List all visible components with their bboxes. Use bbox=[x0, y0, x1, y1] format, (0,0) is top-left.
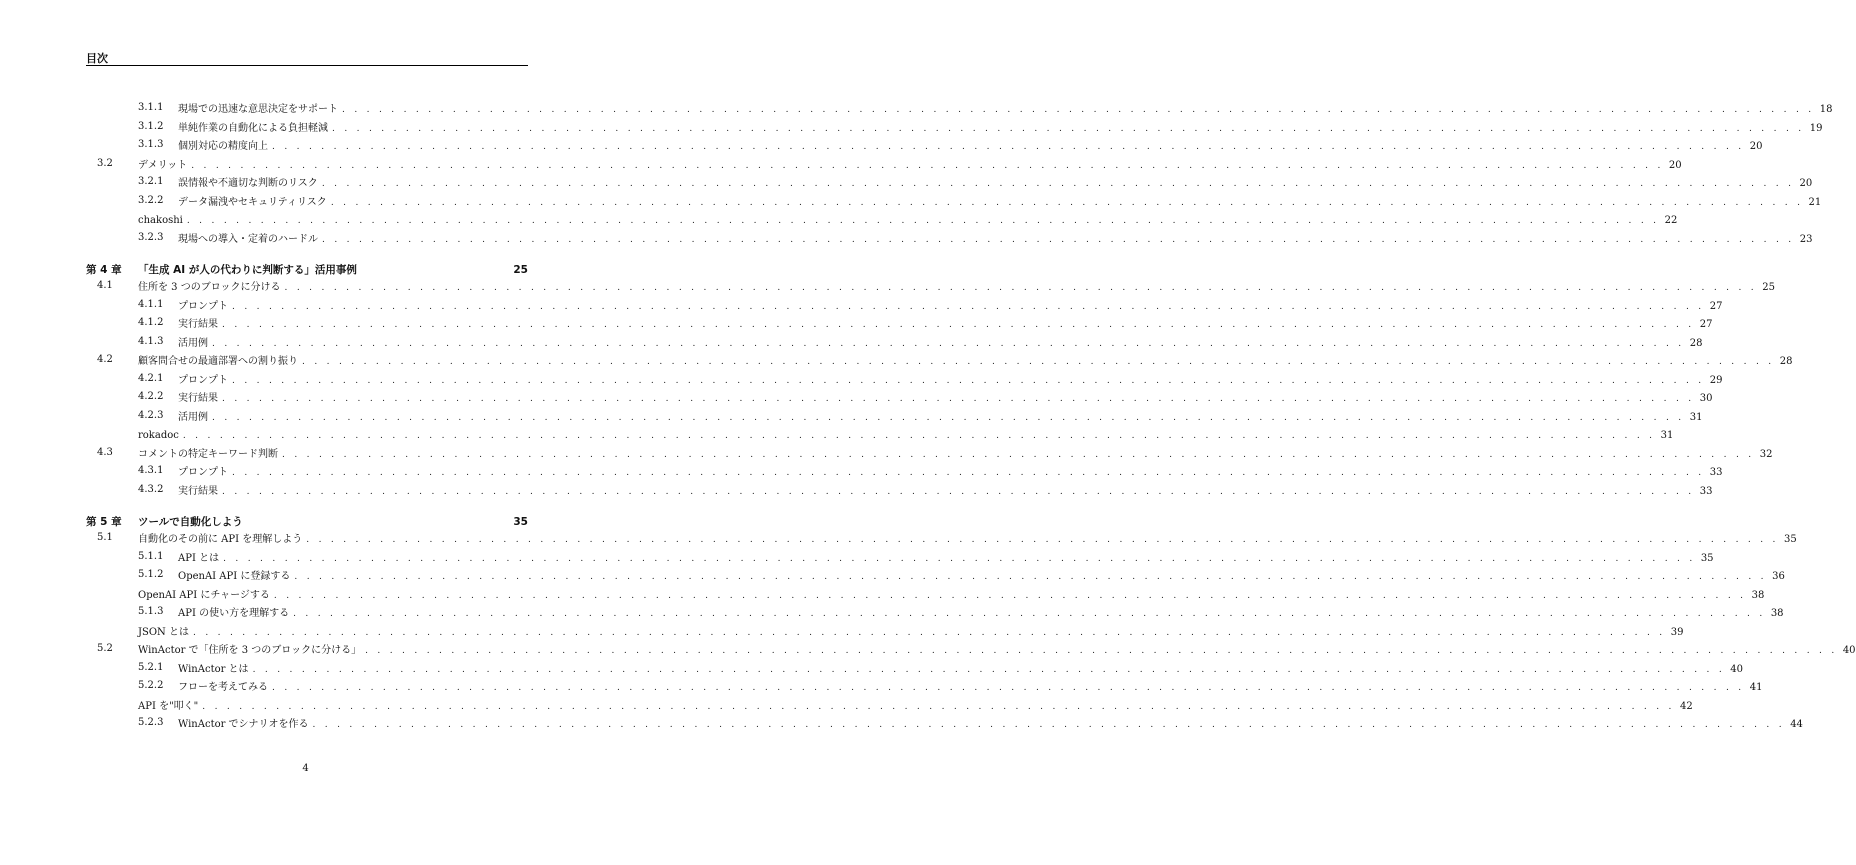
toc-section-number: 4.2.2 bbox=[138, 391, 164, 402]
toc-page-number: 31 bbox=[1689, 412, 1703, 423]
dot-leader: . . . . . . . . . . . . . . . . . . . . . . . . . . . . . . . . . . . . . . . . . . . . . . . . . . . . . . . . . . . . . . . . . . . . . . . . . . . . . . . . . . . . . . . . . . . . . . . . . . . . . . . . . . . . . . . . . . . . . . . . bbox=[191, 161, 1664, 171]
dot-leader: . . . . . . . . . . . . . . . . . . . . . . . . . . . . . . . . . . . . . . . . . . . . . . . . . . . . . . . . . . . . . . . . . . . . . . . . . . . . . . . . . . . . . . . . . . . . . . . . . . . . . . . . . . . . . . . . . . . . . . . . bbox=[282, 450, 1755, 460]
toc-entry[interactable] bbox=[86, 445, 1773, 461]
dot-leader: . . . . . . . . . . . . . . . . . . . . . . . . . . . . . . . . . . . . . . . . . . . . . . . . . . . . . . . . . . . . . . . . . . . . . . . . . . . . . . . . . . . . . . . . . . . . . . . . . . . . . . . . . . . . . . . . . . . . . . . . bbox=[232, 468, 1705, 478]
dot-leader: . . . . . . . . . . . . . . . . . . . . . . . . . . . . . . . . . . . . . . . . . . . . . . . . . . . . . . . . . . . . . . . . . . . . . . . . . . . . . . . . . . . . . . . . . . . . . . . . . . . . . . . . . . . . . . . . . . . . . . . . bbox=[222, 394, 1695, 404]
dot-leader: . . . . . . . . . . . . . . . . . . . . . . . . . . . . . . . . . . . . . . . . . . . . . . . . . . . . . . . . . . . . . . . . . . . . . . . . . . . . . . . . . . . . . . . . . . . . . . . . . . . . . . . . . . . . . . . . . . . . . . . . bbox=[222, 487, 1695, 497]
toc-section-title: rokadoc bbox=[138, 430, 179, 441]
toc-section-title: 誤情報や不適切な判断のリスク bbox=[178, 178, 318, 189]
toc-page-number: 29 bbox=[1709, 375, 1723, 386]
toc-entry[interactable] bbox=[86, 715, 1803, 731]
toc-entry[interactable] bbox=[86, 586, 1765, 602]
toc-section-number: 5.2.1 bbox=[138, 662, 164, 673]
toc-section-number: 4.3.2 bbox=[138, 484, 164, 495]
dot-leader: . . . . . . . . . . . . . . . . . . . . . . . . . . . . . . . . . . . . . . . . . . . . . . . . . . . . . . . . . . . . . . . . . . . . . . . . . . . . . . . . . . . . . . . . . . . . . . . . . . . . . . . . . . . . . . . . . . . . . . . . bbox=[232, 376, 1705, 386]
dot-leader: . . . . . . . . . . . . . . . . . . . . . . . . . . . . . . . . . . . . . . . . . . . . . . . . . . . . . . . . . . . . . . . . . . . . . . . . . . . . . . . . . . . . . . . . . . . . . . . . . . . . . . . . . . . . . . . . . . . . . . . . bbox=[212, 339, 1685, 349]
dot-leader: . . . . . . . . . . . . . . . . . . . . . . . . . . . . . . . . . . . . . . . . . . . . . . . . . . . . . . . . . . . . . . . . . . . . . . . . . . . . . . . . . . . . . . . . . . . . . . . . . . . . . . . . . . . . . . . . . . . . . . . . bbox=[302, 357, 1775, 367]
toc-entry[interactable] bbox=[86, 334, 1703, 350]
dot-leader: . . . . . . . . . . . . . . . . . . . . . . . . . . . . . . . . . . . . . . . . . . . . . . . . . . . . . . . . . . . . . . . . . . . . . . . . . . . . . . . . . . . . . . . . . . . . . . . . . . . . . . . . . . . . . . . . . . . . . . . . bbox=[273, 591, 1747, 601]
toc-page-number: 33 bbox=[1709, 467, 1723, 478]
toc-section-number: 3.2.3 bbox=[138, 232, 164, 243]
toc-entry[interactable] bbox=[86, 174, 1813, 190]
toc-section-title: デメリット bbox=[138, 160, 188, 171]
dot-leader: . . . . . . . . . . . . . . . . . . . . . . . . . . . . . . . . . . . . . . . . . . . . . . . . . . . . . . . . . . . . . . . . . . . . . . . . . . . . . . . . . . . . . . . . . . . . . . . . . . . . . . . . . . . . . . . . . . . . . . . . bbox=[272, 683, 1745, 693]
toc-section-number: 5.1.3 bbox=[138, 606, 164, 617]
running-header bbox=[86, 50, 528, 66]
toc-section-number: 3.1.2 bbox=[138, 121, 164, 132]
toc-chapter-entry[interactable] bbox=[86, 260, 528, 276]
toc-section-title: 顧客問合せの最適部署への割り振り bbox=[138, 356, 298, 367]
toc-entry[interactable] bbox=[86, 137, 1763, 153]
toc-page-number: 21 bbox=[1808, 197, 1822, 208]
toc-section-title: 個別対応の精度向上 bbox=[178, 141, 268, 152]
toc-entry[interactable] bbox=[86, 211, 1678, 227]
toc-entry[interactable] bbox=[86, 530, 1797, 546]
dot-leader: . . . . . . . . . . . . . . . . . . . . . . . . . . . . . . . . . . . . . . . . . . . . . . . . . . . . . . . . . . . . . . . . . . . . . . . . . . . . . . . . . . . . . . . . . . . . . . . . . . . . . . . . . . . . . . . . . . . . . . . . bbox=[186, 216, 1660, 226]
header-title: 目次 bbox=[86, 52, 108, 65]
toc-entry[interactable] bbox=[86, 623, 1684, 639]
toc-section-title: WinActor で「住所を 3 つのブロックに分ける」 bbox=[138, 645, 362, 656]
toc-section-title: プロンプト bbox=[178, 301, 228, 312]
toc-section-title: WinActor でシナリオを作る bbox=[178, 719, 309, 730]
dot-leader: . . . . . . . . . . . . . . . . . . . . . . . . . . . . . . . . . . . . . . . . . . . . . . . . . . . . . . . . . . . . . . . . . . . . . . . . . . . . . . . . . . . . . . . . . . . . . . . . . . . . . . . . . . . . . . . . . . . . . . . . bbox=[232, 302, 1705, 312]
toc-chapter-title: 「生成 AI が人の代わりに判断する」活用事例 bbox=[138, 264, 357, 276]
toc-section-title: フローを考えてみる bbox=[178, 682, 268, 693]
dot-leader: . . . . . . . . . . . . . . . . . . . . . . . . . . . . . . . . . . . . . . . . . . . . . . . . . . . . . . . . . . . . . . . . . . . . . . . . . . . . . . . . . . . . . . . . . . . . . . . . . . . . . . . . . . . . . . . . . . . . . . . . bbox=[182, 431, 1656, 441]
toc-section-number: 5.2 bbox=[97, 643, 113, 654]
toc-section-title: 実行結果 bbox=[178, 319, 218, 330]
dot-leader: . . . . . . . . . . . . . . . . . . . . . . . . . . . . . . . . . . . . . . . . . . . . . . . . . . . . . . . . . . . . . . . . . . . . . . . . . . . . . . . . . . . . . . . . . . . . . . . . . . . . . . . . . . . . . . . . . . . . . . . . bbox=[332, 124, 1805, 134]
toc-page-number: 35 bbox=[1783, 534, 1797, 545]
toc-section-title: API を"叩く" bbox=[138, 701, 199, 712]
toc-page-number: 18 bbox=[1819, 104, 1833, 115]
toc-page-number: 20 bbox=[1799, 178, 1813, 189]
dot-leader: . . . . . . . . . . . . . . . . . . . . . . . . . . . . . . . . . . . . . . . . . . . . . . . . . . . . . . . . . . . . . . . . . . . . . . . . . . . . . . . . . . . . . . . . . . . . . . . . . . . . . . . . . . . . . . . . . . . . . . . . bbox=[293, 609, 1766, 619]
toc-entry[interactable] bbox=[86, 463, 1723, 479]
dot-leader: . . . . . . . . . . . . . . . . . . . . . . . . . . . . . . . . . . . . . . . . . . . . . . . . . . . . . . . . . . . . . . . . . . . . . . . . . . . . . . . . . . . . . . . . . . . . . . . . . . . . . . . . . . . . . . . . . . . . . . . . bbox=[272, 142, 1745, 152]
toc-section-number: 4.1.2 bbox=[138, 317, 164, 328]
toc-page-number: 38 bbox=[1770, 608, 1784, 619]
dot-leader: . . . . . . . . . . . . . . . . . . . . . . . . . . . . . . . . . . . . . . . . . . . . . . . . . . . . . . . . . . . . . . . . . . . . . . . . . . . . . . . . . . . . . . . . . . . . . . . . . . . . . . . . . . . . . . . . . . . . . . . . bbox=[212, 413, 1685, 423]
toc-chapter-number: 第 4 章 bbox=[86, 264, 122, 276]
dot-leader: . . . . . . . . . . . . . . . . . . . . . . . . . . . . . . . . . . . . . . . . . . . . . . . . . . . . . . . . . . . . . . . . . . . . . . . . . . . . . . . . . . . . . . . . . . . . . . . . . . . . . . . . . . . . . . . . . . . . . . . . bbox=[342, 105, 1815, 115]
toc-page-number: 20 bbox=[1668, 160, 1682, 171]
toc-section-title: WinActor とは bbox=[178, 664, 249, 675]
toc-page-number: 36 bbox=[1772, 571, 1785, 582]
toc-entry[interactable] bbox=[86, 230, 1813, 246]
toc-section-title: 単純作業の自動化による負担軽減 bbox=[178, 123, 328, 134]
toc-section-title: OpenAI API に登録する bbox=[178, 571, 291, 582]
toc-page-number: 19 bbox=[1809, 123, 1823, 134]
toc-section-title: API とは bbox=[178, 553, 220, 564]
toc-entry[interactable] bbox=[86, 549, 1714, 565]
dot-leader: . . . . . . . . . . . . . . . . . . . . . . . . . . . . . . . . . . . . . . . . . . . . . . . . . . . . . . . . . . . . . . . . . . . . . . . . . . . . . . . . . . . . . . . . . . . . . . . . . . . . . . . . . . . . . . . . . . . . . . . . bbox=[365, 646, 1838, 656]
toc-page-number: 33 bbox=[1699, 486, 1713, 497]
dot-leader: . . . . . . . . . . . . . . . . . . . . . . . . . . . . . . . . . . . . . . . . . . . . . . . . . . . . . . . . . . . . . . . . . . . . . . . . . . . . . . . . . . . . . . . . . . . . . . . . . . . . . . . . . . . . . . . . . . . . . . . . bbox=[312, 720, 1785, 730]
toc-entry[interactable] bbox=[86, 352, 1793, 368]
toc-page-number: 31 bbox=[1660, 430, 1674, 441]
dot-leader: . . . . . . . . . . . . . . . . . . . . . . . . . . . . . . . . . . . . . . . . . . . . . . . . . . . . . . . . . . . . . . . . . . . . . . . . . . . . . . . . . . . . . . . . . . . . . . . . . . . . . . . . . . . . . . . . . . . . . . . . bbox=[202, 702, 1675, 712]
toc-entry[interactable] bbox=[86, 371, 1723, 387]
toc-chapter-entry[interactable] bbox=[86, 512, 528, 528]
toc-section-title: 実行結果 bbox=[178, 486, 218, 497]
toc-section-number: 4.3.1 bbox=[138, 465, 164, 476]
toc-section-title: 実行結果 bbox=[178, 393, 218, 404]
toc-section-title: API の使い方を理解する bbox=[178, 608, 290, 619]
toc-section-number: 4.1.3 bbox=[138, 336, 164, 347]
dot-leader: . . . . . . . . . . . . . . . . . . . . . . . . . . . . . . . . . . . . . . . . . . . . . . . . . . . . . . . . . . . . . . . . . . . . . . . . . . . . . . . . . . . . . . . . . . . . . . . . . . . . . . . . . . . . . . . . . . . . . . . . bbox=[306, 535, 1779, 545]
toc-page-number: 32 bbox=[1759, 449, 1773, 460]
toc-section-number: 5.1 bbox=[97, 532, 113, 543]
toc-section-title: 活用例 bbox=[178, 412, 208, 423]
toc-section-number: 4.2.3 bbox=[138, 410, 164, 421]
toc-entry[interactable] bbox=[86, 100, 1833, 116]
toc-section-number: 5.2.2 bbox=[138, 680, 164, 691]
toc-page-number: 40 bbox=[1730, 664, 1744, 675]
toc-entry[interactable] bbox=[86, 660, 1744, 676]
toc-entry[interactable] bbox=[86, 408, 1703, 424]
toc-entry[interactable] bbox=[86, 193, 1822, 209]
toc-page-number: 35 bbox=[1700, 553, 1714, 564]
toc-section-title: 自動化のその前に API を理解しよう bbox=[138, 534, 303, 545]
toc-chapter-number: 第 5 章 bbox=[86, 516, 122, 528]
toc-section-title: コメントの特定キーワード判断 bbox=[138, 449, 278, 460]
toc-page-number: 22 bbox=[1664, 215, 1678, 226]
toc-section-number: 5.1.1 bbox=[138, 551, 164, 562]
toc-page-number: 25 bbox=[513, 264, 528, 276]
toc-section-title: 住所を 3 つのブロックに分ける bbox=[138, 282, 281, 293]
toc-entry[interactable] bbox=[86, 119, 1823, 135]
toc-page-number: 23 bbox=[1799, 234, 1813, 245]
toc-section-number: 3.1.1 bbox=[138, 102, 164, 113]
toc-entry[interactable] bbox=[86, 278, 1775, 294]
toc-section-title: JSON とは bbox=[138, 627, 189, 638]
dot-leader: . . . . . . . . . . . . . . . . . . . . . . . . . . . . . . . . . . . . . . . . . . . . . . . . . . . . . . . . . . . . . . . . . . . . . . . . . . . . . . . . . . . . . . . . . . . . . . . . . . . . . . . . . . . . . . . . . . . . . . . . bbox=[223, 554, 1696, 564]
dot-leader: . . . . . . . . . . . . . . . . . . . . . . . . . . . . . . . . . . . . . . . . . . . . . . . . . . . . . . . . . . . . . . . . . . . . . . . . . . . . . . . . . . . . . . . . . . . . . . . . . . . . . . . . . . . . . . . . . . . . . . . . bbox=[284, 283, 1757, 293]
toc-section-title: データ漏洩やセキュリティリスク bbox=[178, 197, 327, 208]
toc-section-number: 3.2 bbox=[97, 158, 113, 169]
dot-leader: . . . . . . . . . . . . . . . . . . . . . . . . . . . . . . . . . . . . . . . . . . . . . . . . . . . . . . . . . . . . . . . . . . . . . . . . . . . . . . . . . . . . . . . . . . . . . . . . . . . . . . . . . . . . . . . . . . . . . . . . bbox=[294, 572, 1767, 582]
toc-section-title: 現場への導入・定着のハードル bbox=[178, 234, 318, 245]
dot-leader: . . . . . . . . . . . . . . . . . . . . . . . . . . . . . . . . . . . . . . . . . . . . . . . . . . . . . . . . . . . . . . . . . . . . . . . . . . . . . . . . . . . . . . . . . . . . . . . . . . . . . . . . . . . . . . . . . . . . . . . . bbox=[330, 198, 1804, 208]
toc-chapter-title: ツールで自動化しよう bbox=[138, 516, 243, 528]
toc-page-number: 27 bbox=[1709, 301, 1723, 312]
toc-section-title: プロンプト bbox=[178, 467, 228, 478]
toc-section-number: 4.1.1 bbox=[138, 299, 164, 310]
toc-section-number: 5.1.2 bbox=[138, 569, 164, 580]
toc-entry[interactable] bbox=[86, 604, 1784, 620]
toc-entry[interactable] bbox=[86, 482, 1713, 498]
dot-leader: . . . . . . . . . . . . . . . . . . . . . . . . . . . . . . . . . . . . . . . . . . . . . . . . . . . . . . . . . . . . . . . . . . . . . . . . . . . . . . . . . . . . . . . . . . . . . . . . . . . . . . . . . . . . . . . . . . . . . . . . bbox=[322, 235, 1795, 245]
toc-section-number: 3.2.1 bbox=[138, 176, 164, 187]
toc-section-number: 4.1 bbox=[97, 280, 113, 291]
toc-section-number: 4.2.1 bbox=[138, 373, 164, 384]
toc-entry[interactable] bbox=[86, 315, 1713, 331]
dot-leader: . . . . . . . . . . . . . . . . . . . . . . . . . . . . . . . . . . . . . . . . . . . . . . . . . . . . . . . . . . . . . . . . . . . . . . . . . . . . . . . . . . . . . . . . . . . . . . . . . . . . . . . . . . . . . . . . . . . . . . . . bbox=[252, 665, 1726, 675]
toc-entry[interactable] bbox=[86, 156, 1682, 172]
toc-page-number: 41 bbox=[1749, 682, 1763, 693]
toc-page-number: 25 bbox=[1762, 282, 1775, 293]
toc-page-number: 35 bbox=[513, 516, 528, 528]
toc-entry[interactable] bbox=[86, 678, 1763, 694]
toc-section-title: OpenAI API にチャージする bbox=[138, 590, 270, 601]
toc-section-title: 現場での迅速な意思決定をサポート bbox=[178, 104, 338, 115]
toc-page-number: 39 bbox=[1670, 627, 1684, 638]
toc-section-title: chakoshi bbox=[138, 215, 183, 226]
toc-page-number: 44 bbox=[1790, 719, 1803, 730]
toc-page-number: 20 bbox=[1749, 141, 1763, 152]
toc-entry[interactable] bbox=[86, 297, 1723, 313]
toc-page-number: 28 bbox=[1689, 338, 1703, 349]
toc-page-number: 38 bbox=[1751, 590, 1765, 601]
toc-page-number: 42 bbox=[1680, 701, 1693, 712]
toc-section-number: 4.3 bbox=[97, 447, 113, 458]
toc-entry[interactable] bbox=[86, 641, 1856, 657]
toc-section-number: 5.2.3 bbox=[138, 717, 164, 728]
toc-page-number: 28 bbox=[1779, 356, 1793, 367]
toc-entry[interactable] bbox=[86, 697, 1693, 713]
toc-section-number: 4.2 bbox=[97, 354, 113, 365]
toc-entry[interactable] bbox=[86, 426, 1674, 442]
toc-entry[interactable] bbox=[86, 389, 1713, 405]
toc-section-number: 3.1.3 bbox=[138, 139, 164, 150]
toc-section-title: プロンプト bbox=[178, 375, 228, 386]
dot-leader: . . . . . . . . . . . . . . . . . . . . . . . . . . . . . . . . . . . . . . . . . . . . . . . . . . . . . . . . . . . . . . . . . . . . . . . . . . . . . . . . . . . . . . . . . . . . . . . . . . . . . . . . . . . . . . . . . . . . . . . . bbox=[193, 628, 1666, 638]
toc-section-number: 3.2.2 bbox=[138, 195, 164, 206]
dot-leader: . . . . . . . . . . . . . . . . . . . . . . . . . . . . . . . . . . . . . . . . . . . . . . . . . . . . . . . . . . . . . . . . . . . . . . . . . . . . . . . . . . . . . . . . . . . . . . . . . . . . . . . . . . . . . . . . . . . . . . . . bbox=[321, 179, 1795, 189]
header-rule bbox=[86, 65, 528, 66]
page-number: 4 bbox=[302, 763, 309, 774]
toc-page-number: 30 bbox=[1699, 393, 1713, 404]
toc-page-number: 40 bbox=[1842, 645, 1856, 656]
toc-page-number: 27 bbox=[1699, 319, 1713, 330]
toc-section-title: 活用例 bbox=[178, 338, 208, 349]
toc-entry[interactable] bbox=[86, 567, 1785, 583]
dot-leader: . . . . . . . . . . . . . . . . . . . . . . . . . . . . . . . . . . . . . . . . . . . . . . . . . . . . . . . . . . . . . . . . . . . . . . . . . . . . . . . . . . . . . . . . . . . . . . . . . . . . . . . . . . . . . . . . . . . . . . . . bbox=[222, 320, 1695, 330]
